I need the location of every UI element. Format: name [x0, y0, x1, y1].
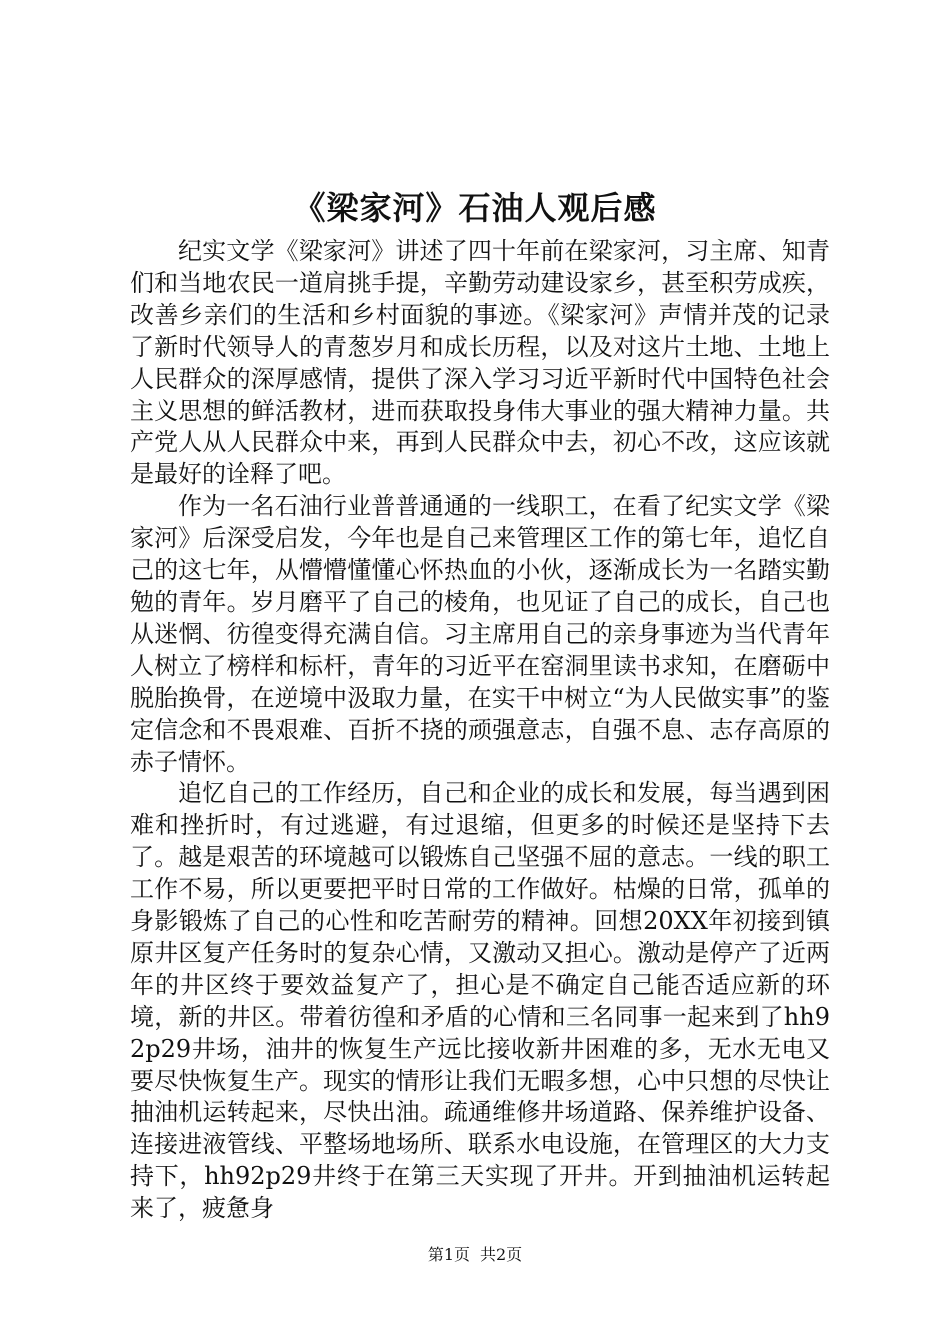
page-number-total: 共2页: [480, 1245, 523, 1264]
paragraph-3: 追忆自己的工作经历，自己和企业的成长和发展，每当遇到困难和挫折时，有过逃避，有过退缩，但更多的时候还是坚持下去了。越是艰苦的环境越可以锻炼自己坚强不屈的意志。一线的职工工作不易，所以更要把平时日常的工作做好。枯燥的日常，孤单的身影锻炼了自己的心性和吃苦耐劳的精神。回想20XX年初接到镇原井区复产任务时的复杂心情，又激动又担心。激动是停产了近两年的井区终于要效益复产了，担心是不确定自己能否适应新的环境，新的井区。带着彷徨和矛盾的心情和三名同事一起来到了hh92p29井场，油井的恢复生产远比接收新井困难的多，无水无电又要尽快恢复生产。现实的情形让我们无暇多想，心中只想的尽快让抽油机运转起来，尽快出油。疏通维修井场道路、保养维护设备、连接进液管线、平整场地场所、联系水电设施，在管理区的大力支持下，hh92p29井终于在第三天实现了开井。开到抽油机运转起来了，疲惫身: [130, 779, 830, 1223]
page-number-current: 第1页: [427, 1245, 470, 1264]
paragraph-1: 纪实文学《梁家河》讲述了四十年前在梁家河，习主席、知青们和当地农民一道肩挑手提，辛勤劳动建设家乡，甚至积劳成疾，改善乡亲们的生活和乡村面貌的事迹。《梁家河》声情并茂的记录了新时代领导人的青葱岁月和成长历程，以及对这片土地、土地上人民群众的深厚感情，提供了深入学习习近平新时代中国特色社会主义思想的鲜活教材，进而获取投身伟大事业的强大精神力量。共产党人从人民群众中来，再到人民群众中去，初心不改，这应该就是最好的诠释了吧。: [130, 237, 830, 489]
document-body: [130, 236, 830, 1225]
paragraph-2: 作为一名石油行业普普通通的一线职工，在看了纪实文学《梁家河》后深受启发，今年也是自己来管理区工作的第七年，追忆自己的这七年，从懵懵懂懂心怀热血的小伙，逐渐成长为一名踏实勤勉的青年。岁月磨平了自己的棱角，也见证了自己的成长，自己也从迷惘、彷徨变得充满自信。习主席用自己的亲身事迹为当代青年人树立了榜样和标杆，青年的习近平在窑洞里读书求知，在磨砺中脱胎换骨，在逆境中汲取力量，在实干中树立“为人民做实事”的鉴定信念和不畏艰难、百折不挠的顽强意志，自强不息、志存高原的赤子情怀。: [130, 492, 830, 776]
page-footer: [0, 1244, 950, 1266]
document-title: 《梁家河》石油人观后感: [293, 189, 657, 227]
